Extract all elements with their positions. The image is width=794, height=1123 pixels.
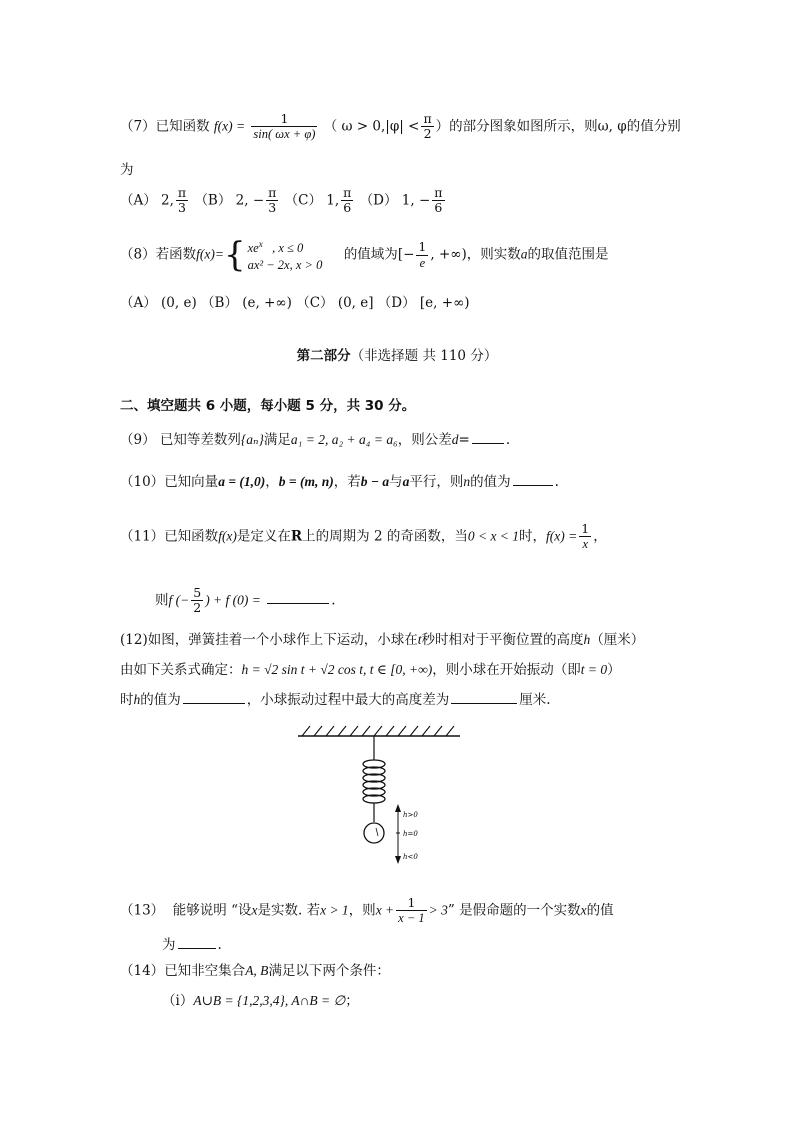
brace-icon: { — [223, 235, 246, 276]
q12-line1 — [120, 630, 644, 650]
label-h-zero: h=0 — [403, 830, 418, 838]
q7-line2: 为 — [120, 162, 134, 178]
q7-option-c: （C） 1, — [284, 192, 340, 209]
q11-end2: . — [331, 592, 336, 609]
q8-cases — [248, 236, 323, 274]
q10-vector-b: b = (m, n) — [278, 474, 334, 489]
q8-text-d: 的取值范围是 — [527, 246, 609, 263]
den1: x − 1 — [398, 911, 425, 926]
pi: π — [268, 185, 277, 200]
q11-number: （11） — [120, 528, 165, 545]
den: 6 — [434, 200, 443, 216]
arrow-down-icon — [395, 856, 401, 864]
q12-answer-blank-1[interactable] — [183, 691, 245, 704]
q9-number: （9） — [120, 432, 156, 448]
q11-text-b: 是定义在 — [236, 528, 291, 545]
q12-formula: h = √2 sin t + √2 cos t, t ∈ [0, +∞) — [241, 662, 433, 677]
q11-frac2 — [191, 586, 203, 616]
q9-text-c: ，则公差 — [397, 432, 452, 448]
q7-option-b: （B） 2, − — [194, 192, 265, 209]
q7-text: 已知函数 — [155, 118, 210, 135]
q13-line2 — [162, 935, 222, 955]
q12-line3-c: ，小球振动过程中最大的高度差为 — [246, 692, 450, 708]
q7-frac-num: 1 — [251, 112, 317, 127]
q10-text-e: 的值为 — [470, 474, 511, 490]
q11-end1: ， — [593, 528, 607, 545]
q7-line1 — [120, 112, 681, 142]
q12-line3 — [120, 690, 551, 710]
q10-text-d: 平行，则 — [409, 474, 464, 490]
q10-answer-blank[interactable] — [513, 473, 553, 486]
pi: π — [343, 185, 352, 200]
q13-line2-text: 为 — [162, 937, 176, 953]
q7-cond-num: π — [423, 111, 432, 126]
q9-d: d — [451, 432, 459, 447]
q9-eq: = — [458, 432, 470, 448]
q12-h: h — [583, 632, 591, 647]
q13-number: （13） — [120, 902, 165, 919]
q7-option-a: （A） 2, — [120, 192, 174, 209]
q9-text-a: 已知等差数列 — [159, 432, 241, 448]
case1-sup: x — [258, 239, 263, 249]
q11-text-c: 上的周期为 2 的奇函数，当 — [302, 528, 468, 545]
q10-n: n — [463, 474, 471, 489]
q14-text-b: 满足以下两个条件： — [268, 963, 390, 979]
q12-line3-d: 厘米. — [519, 692, 551, 708]
q7-options — [120, 186, 447, 216]
part2-bold: 第二部分 — [296, 348, 351, 364]
q7-opt-a-frac — [176, 186, 188, 216]
ball-icon — [364, 823, 384, 843]
q13-text-d: ” 是假命题的一个实数 — [447, 902, 581, 919]
q12-line3-a: 时 — [120, 692, 134, 708]
den: 3 — [268, 200, 277, 216]
q12-line2-b: ，则小球在开始振动（即 — [432, 662, 581, 678]
q11-line2-a: 则 — [155, 592, 169, 609]
q13-x: x — [251, 902, 258, 918]
q14-condition-1 — [162, 991, 359, 1011]
spring-figure — [290, 722, 470, 872]
q13-line1 — [120, 896, 614, 926]
q13-text-e: 的值 — [586, 902, 614, 919]
q12-line2 — [120, 660, 621, 680]
q10-text-a: 已知向量 — [164, 474, 219, 490]
num1: 1 — [581, 521, 590, 536]
q11-f-b: ) + f (0) = — [205, 592, 261, 608]
q14-cond-num: （ⅰ） — [162, 993, 194, 1009]
q7-cond-den: 2 — [423, 126, 432, 142]
q12-line2-c: ） — [607, 662, 621, 678]
q10-sep: ， — [265, 474, 279, 490]
num2: 5 — [193, 585, 202, 600]
q11-cond: 0 < x < 1 — [467, 528, 520, 544]
q8-line1 — [120, 236, 609, 274]
q9-seq: {aₙ} — [240, 432, 264, 447]
section2-heading: 二、填空题共 6 小题，每小题 5 分，共 30 分。 — [120, 398, 416, 414]
q14-text-a: 已知非空集合 — [164, 963, 246, 979]
q14-cond-end: ； — [345, 993, 359, 1009]
q12-t0: t = 0 — [580, 662, 608, 677]
q13-text-c: ，则 — [348, 902, 376, 919]
q12-h2: h — [133, 692, 141, 707]
q12-text-c: （厘米） — [590, 632, 645, 648]
q8-text-c: ，则实数 — [466, 246, 521, 263]
pi: π — [434, 185, 443, 200]
ceiling-hatch — [302, 726, 454, 736]
case2-expr: ax² − 2x, x > 0 — [247, 258, 323, 273]
q7-option-d: （D） 1, − — [359, 192, 431, 209]
q10-line — [120, 472, 559, 492]
q7-opt-d-frac — [432, 186, 444, 216]
range-num: 1 — [418, 239, 427, 255]
q7-text-end: ）的部分图象如图所示，则ω, φ的值分别 — [435, 118, 681, 135]
q8-function: f(x)= — [196, 246, 224, 262]
q9-end: . — [505, 432, 511, 448]
q12-text-b: 秒时相对于平衡位置的高度 — [421, 632, 584, 648]
pi: π — [177, 185, 187, 200]
q13-end: . — [217, 937, 222, 953]
case1-cond: , x ≤ 0 — [272, 241, 304, 256]
q9-line — [120, 430, 510, 450]
q12-line2-a: 由如下关系式确定： — [120, 662, 242, 678]
q13-x2: x — [580, 902, 587, 918]
q11-fx: f(x) — [218, 528, 237, 544]
q14-sets: A, B — [245, 963, 269, 978]
q11-line2 — [155, 586, 336, 616]
q13-cond: x > 1 — [320, 902, 349, 918]
q11-line1 — [120, 522, 607, 552]
q13-expr-b: > 3 — [428, 902, 448, 918]
q12-line3-b: 的值为 — [140, 692, 181, 708]
spring-coil — [363, 760, 385, 803]
num1: 1 — [396, 896, 426, 911]
q14-number: （14） — [120, 963, 165, 979]
den1: x — [582, 537, 589, 552]
part2-title — [0, 346, 794, 366]
q10-vba: b − a — [360, 474, 390, 489]
q11-text-a: 已知函数 — [164, 528, 219, 545]
q11-text-d: 时， — [519, 528, 547, 545]
den: 3 — [178, 200, 186, 216]
q11-answer-blank[interactable] — [267, 591, 329, 604]
q11-f-a: f (− — [168, 592, 190, 608]
q14-line1 — [120, 961, 390, 981]
q8-text-b: 的值域为 — [343, 246, 398, 263]
label-h-positive: h>0 — [403, 811, 418, 819]
q9-cond: a₁ = 2, a₂ + a₄ = a₆ — [290, 432, 398, 447]
q7-opt-c-frac — [341, 186, 353, 216]
q13-text-b: 是实数. 若 — [257, 902, 321, 919]
q12-t: t — [417, 632, 422, 647]
q13-frac — [396, 896, 426, 926]
q10-va2: a — [402, 474, 410, 489]
q9-answer-blank[interactable] — [472, 431, 504, 444]
q8-range-a: [− — [397, 246, 415, 263]
q8-range-b: , +∞) — [430, 246, 467, 263]
q7-cond-fraction — [421, 112, 433, 142]
q8-var-a: a — [520, 246, 528, 262]
q8-options: （A） (0, e) （B） (e, +∞) （C） (0, e] （D） [e, +∞) — [120, 295, 470, 311]
q10-end: . — [554, 474, 559, 490]
part2-rest: （非选择题 共 110 分） — [350, 348, 498, 364]
q12-number: (12) — [120, 632, 148, 648]
q12-answer-blank-2[interactable] — [451, 691, 517, 704]
q10-text-c: 与 — [389, 474, 403, 490]
q7-condition: （ ω > 0,|φ| < — [323, 118, 420, 135]
q11-fx2: f(x) = — [546, 528, 578, 544]
q14-cond-expr: A∪B = {1,2,3,4}, A∩B = ∅ — [193, 993, 346, 1008]
q7-fraction — [251, 112, 317, 142]
q11-frac1 — [579, 522, 591, 552]
q13-answer-blank[interactable] — [178, 936, 216, 949]
q12-text-a: 如图，弹簧挂着一个小球作上下运动，小球在 — [147, 632, 418, 648]
q8-text: 若函数 — [155, 246, 197, 263]
arrow-up-icon — [395, 804, 401, 812]
q13-text-a: 能够说明 “设 — [172, 902, 252, 919]
q11-R: R — [290, 528, 303, 545]
q10-text-b: ，若 — [333, 474, 361, 490]
range-den: e — [419, 255, 426, 270]
q10-number: （10） — [120, 474, 165, 490]
q7-number: （7） — [120, 118, 156, 135]
q10-vector-a: a = (1,0) — [218, 474, 266, 489]
den: 6 — [343, 200, 352, 216]
q8-range-frac — [416, 240, 428, 270]
label-h-negative: h<0 — [403, 853, 418, 861]
den2: 2 — [193, 600, 202, 616]
q13-expr-a: x + — [375, 902, 395, 918]
q8-number: （8） — [120, 246, 156, 263]
q7-function: f(x) = — [213, 118, 246, 134]
q7-opt-b-frac — [266, 186, 278, 216]
q7-frac-den: sin( ωx + φ) — [253, 127, 316, 142]
q9-text-b: 满足 — [263, 432, 291, 448]
case1-expr: xe — [247, 241, 259, 256]
